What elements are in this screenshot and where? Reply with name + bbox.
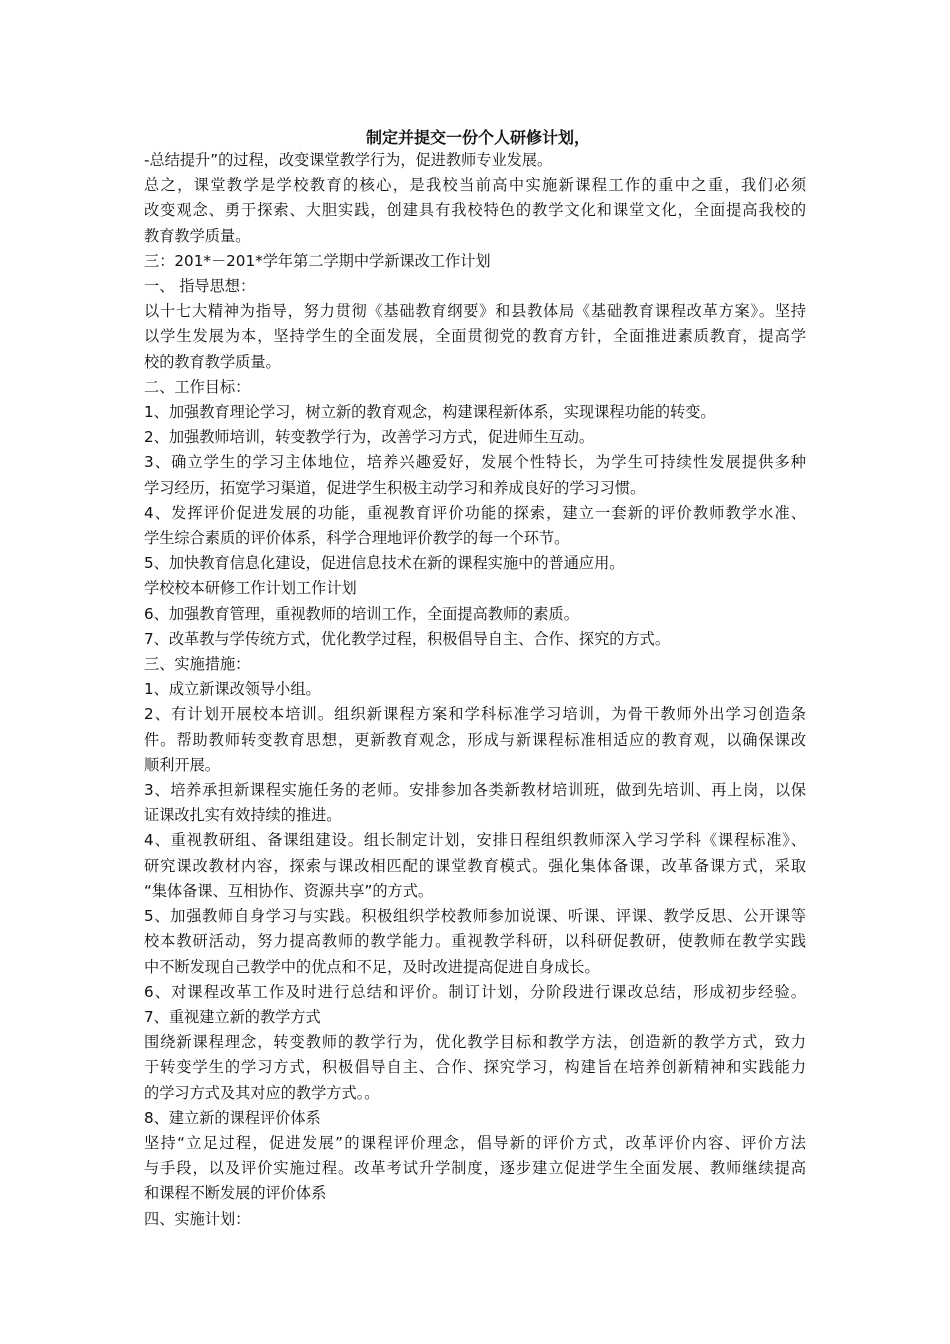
text-line: 顺利开展。: [144, 755, 220, 774]
text-line: 5、加快教育信息化建设，促进信息技术在新的课程实施中的普通应用。: [144, 554, 625, 573]
text-line: 3、确立学生的学习主体地位，培养兴趣爱好，发展个性特长，为学生可持续性发展提供多种: [144, 453, 806, 472]
text-line: 的学习方式及其对应的教学方式。。: [144, 1083, 380, 1102]
text-line: 改变观念、勇于探索、大胆实践，创建具有我校特色的教学文化和课堂文化，全面提高我校的: [144, 201, 806, 220]
text-line: 四、实施计划：: [144, 1209, 251, 1228]
text-line: -总结提升”的过程，改变课堂教学行为，促进教师专业发展。: [144, 151, 553, 169]
text-line: 与手段，以及评价实施过程。改革考试升学制度，逐步建立促进学生全面发展、教师继续提高: [144, 1159, 806, 1178]
text-line: 以学生发展为本，坚持学生的全面发展，全面贯彻党的教育方针，全面推进素质教育，提高学: [144, 327, 806, 346]
text-line: 5、加强教师自身学习与实践。积极组织学校教师参加说课、听课、评课、教学反思、公开课等: [144, 907, 806, 926]
text-line: 学习经历，拓宽学习渠道，促进学生积极主动学习和养成良好的学习习惯。: [144, 478, 646, 497]
text-line: 1、加强教育理论学习，树立新的教育观念，构建课程新体系，实现课程功能的转变。: [144, 403, 716, 422]
text-line: 8、建立新的课程评价体系: [144, 1108, 321, 1127]
text-line: 于转变学生的学习方式，积极倡导自主、合作、探究学习，构建旨在培养创新精神和实践能力: [144, 1058, 806, 1077]
text-line: 1、成立新课改领导小组。: [144, 680, 321, 699]
text-line: 总之，课堂教学是学校教育的核心，是我校当前高中实施新课程工作的重中之重，我们必须: [144, 176, 806, 195]
text-line: 以十七大精神为指导，努力贯彻《基础教育纲要》和县教体局《基础教育课程改革方案》。坚持: [144, 302, 806, 321]
text-line: 2、加强教师培训，转变教学行为，改善学习方式，促进师生互动。: [144, 428, 595, 447]
text-line: 围绕新课程理念，转变教师的教学行为，优化教学目标和教学方法，创造新的教学方式，致力: [144, 1033, 806, 1052]
text-line: 教育教学质量。: [144, 226, 251, 245]
text-line: 中不断发现自己教学中的优点和不足，及时改进提高促进自身成长。: [144, 957, 600, 976]
text-line: 和课程不断发展的评价体系: [144, 1184, 327, 1203]
text-line: 6、加强教育管理，重视教师的培训工作，全面提高教师的素质。: [144, 604, 579, 623]
text-line: 学生综合素质的评价体系，科学合理地评价教学的每一个环节。: [144, 529, 570, 548]
text-line: 校本教研活动，努力提高教师的教学能力。重视教学科研，以科研促教研，使教师在教学实践: [144, 932, 806, 951]
text-line: 研究课改教材内容，探索与课改相匹配的课堂教育模式。强化集体备课，改革备课方式，采取: [144, 856, 806, 875]
text-line: “集体备课、互相协作、资源共享”的方式。: [144, 881, 434, 900]
text-line: 3、培养承担新课程实施任务的老师。安排参加各类新教材培训班，做到先培训、再上岗，以保: [144, 781, 806, 800]
text-line: 2、有计划开展校本培训。组织新课程方案和学科标准学习培训，为骨干教师外出学习创造条: [144, 705, 806, 724]
text-line: 三、实施措施：: [144, 655, 251, 674]
document-title: 制定并提交一份个人研修计划，: [365, 128, 590, 147]
text-line: 4、重视教研组、备课组建设。组长制定计划，安排日程组织教师深入学习学科《课程标准》、: [144, 831, 806, 850]
text-line: 件。帮助教师转变教育思想，更新教育观念，形成与新课程标准相适应的教育观，以确保课改: [144, 730, 806, 749]
text-line: 一、 指导思想：: [144, 277, 256, 296]
text-line: 6、对课程改革工作及时进行总结和评价。制订计划，分阶段进行课改总结，形成初步经验。: [144, 982, 806, 1001]
text-line: 4、发挥评价促进发展的功能，重视教育评价功能的探索，建立一套新的评价教师教学水准、: [144, 503, 806, 522]
text-line: 三：201*－201*学年第二学期中学新课改工作计划: [144, 251, 491, 270]
document-body: [144, 148, 806, 1232]
text-line: 校的教育教学质量。: [144, 352, 281, 371]
text-line: 7、改革教与学传统方式，优化教学过程，积极倡导自主、合作、探究的方式。: [144, 629, 671, 648]
text-line: 二、工作目标：: [144, 377, 251, 396]
text-line: 证课改扎实有效持续的推进。: [144, 806, 342, 825]
text-line: 坚持“立足过程，促进发展”的课程评价理念，倡导新的评价方式，改革评价内容、评价方法: [144, 1133, 806, 1152]
text-line: 7、重视建立新的教学方式: [144, 1007, 321, 1026]
text-line: 学校校本研修工作计划工作计划: [144, 579, 357, 598]
document-page: [144, 128, 806, 1232]
